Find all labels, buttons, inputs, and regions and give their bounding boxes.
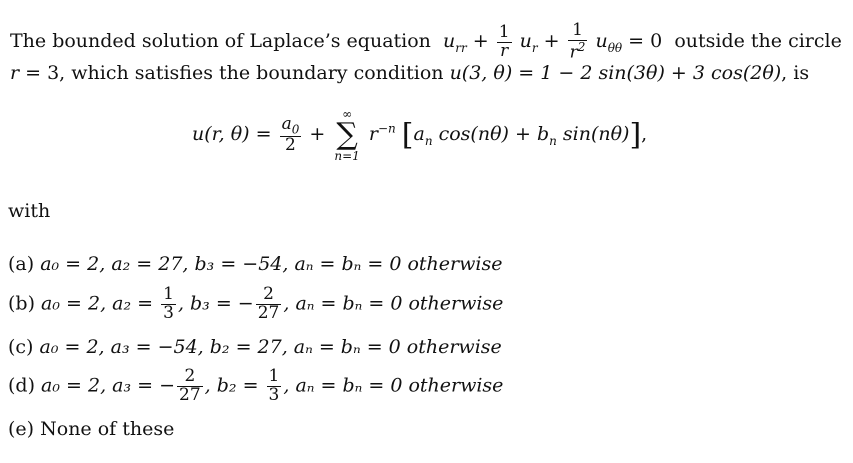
plus-sign: + xyxy=(537,30,566,53)
choice-a[interactable] xyxy=(8,253,502,275)
fraction-1-over-r-squared: $\frac{1}{r^2}$ xyxy=(569,20,586,63)
outside-text: outside the circle xyxy=(674,30,842,53)
line2-text: = 3, which satisfies the boundary condition xyxy=(19,62,450,84)
choice-label: (a) xyxy=(8,253,35,275)
line2-end: , is xyxy=(781,62,810,84)
choice-text: , aₙ = bₙ = 0 otherwise xyxy=(283,292,504,315)
choice-text: , b₂ = xyxy=(204,374,265,397)
right-bracket: ] xyxy=(629,117,642,153)
choice-text: None of these xyxy=(40,418,175,440)
formula-lhs: u(r, θ) = xyxy=(192,123,278,145)
choice-text: , aₙ = bₙ = 0 otherwise xyxy=(283,374,504,397)
choice-c[interactable] xyxy=(8,336,502,358)
choice-label: (d) xyxy=(8,374,35,397)
summation-sign: ∞ ∑ n=1 xyxy=(334,107,360,163)
choice-text: , b₃ = − xyxy=(177,292,254,315)
fraction: $\frac{1}{3}$ xyxy=(268,366,280,405)
fraction: $\frac{2}{27}$ xyxy=(179,366,201,405)
r-power: $r^{-n}$ xyxy=(368,121,396,145)
u-rr: $u_{rr}$ xyxy=(443,30,467,55)
choice-b[interactable] xyxy=(8,286,503,323)
choice-text: a₀ = 2, a₂ = xyxy=(41,292,160,315)
trailing-comma: , xyxy=(641,123,648,145)
plus-sign: + xyxy=(309,123,332,145)
solution-formula xyxy=(192,108,647,162)
choice-text: a₀ = 2, a₃ = − xyxy=(41,374,176,397)
problem-line-1 xyxy=(10,22,842,62)
equals-zero: = 0 xyxy=(622,30,663,53)
choice-text: a₀ = 2, a₃ = −54, b₂ = 27, aₙ = bₙ = 0 otherwise xyxy=(39,336,502,358)
intro-text: The bounded solution of Laplace’s equation xyxy=(10,30,431,53)
choice-text: a₀ = 2, a₂ = 27, b₃ = −54, aₙ = bₙ = 0 otherwise xyxy=(40,253,503,275)
r-var: r xyxy=(10,62,20,84)
choice-d[interactable] xyxy=(8,368,503,405)
u-r: $u_r$ xyxy=(519,30,538,55)
choice-label: (c) xyxy=(8,336,34,358)
fraction-1-over-r: $\frac{1}{r}$ xyxy=(498,21,510,61)
left-bracket: [ xyxy=(401,117,414,153)
fraction: $\frac{2}{27}$ xyxy=(257,284,280,323)
fraction: $\frac{1}{3}$ xyxy=(163,284,174,323)
choice-label: (b) xyxy=(8,292,35,315)
plus-sign: + xyxy=(466,30,495,53)
problem-line-2 xyxy=(10,62,809,84)
boundary-condition: u(3, θ) = 1 − 2 sin(3θ) + 3 cos(2θ) xyxy=(449,62,782,84)
choice-label: (e) xyxy=(8,418,35,440)
series-term: $a_n$ $\cos(n\theta) + b_n$ sin(nθ) xyxy=(413,123,630,148)
choice-e[interactable] xyxy=(8,418,174,440)
a0-over-2: $\frac{a_0}{2}$ xyxy=(281,113,300,155)
u-theta-theta: $u_{\theta\theta}$ xyxy=(595,30,623,55)
with-label: with xyxy=(8,200,51,222)
